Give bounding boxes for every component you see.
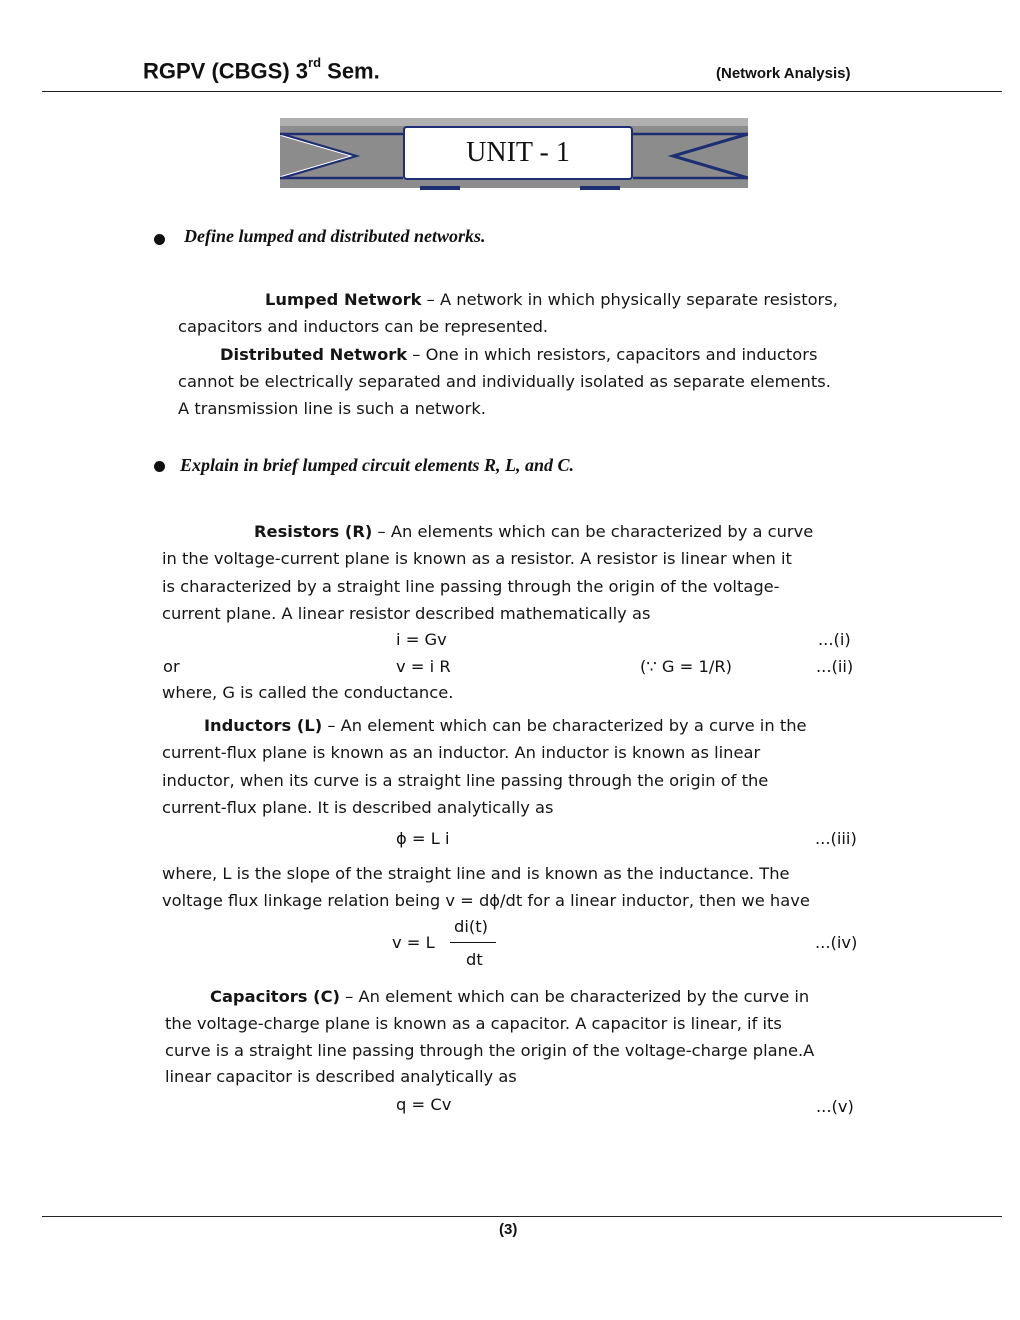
ind-line-4: current-flux plane. It is described analytically as xyxy=(162,798,554,817)
header-rule xyxy=(42,91,1002,92)
unit-banner xyxy=(280,116,748,194)
res-line-2: in the voltage-current plane is known as a resistor. A resistor is linear when it xyxy=(162,549,792,568)
page-number: (3) xyxy=(499,1221,518,1238)
eq-3-number: ...(iii) xyxy=(815,829,857,848)
ind-line-3: inductor, when its curve is a straight line passing through the origin of the xyxy=(162,771,769,790)
eq-1: i = Gv xyxy=(396,630,447,649)
eq-2-number: ...(ii) xyxy=(816,657,854,676)
cap-line-4: linear capacitor is described analytically as xyxy=(165,1067,517,1086)
res-line-4: current plane. A linear resistor described mathematically as xyxy=(162,604,651,623)
res-line-1: Resistors (R) – An elements which can be characterized by a curve xyxy=(254,522,814,541)
res-line-5: where, G is called the conductance. xyxy=(162,683,454,702)
dist-line-3: A transmission line is such a network. xyxy=(178,399,486,418)
eq-4-number: ...(iv) xyxy=(815,933,858,952)
dist-line-2: cannot be electrically separated and individually isolated as separate elements. xyxy=(178,372,831,391)
unit-title: UNIT - 1 xyxy=(403,126,633,180)
ind-line-6: voltage flux linkage relation being v = dϕ/dt for a linear inductor, then we have xyxy=(162,891,810,910)
dist-term: Distributed Network xyxy=(220,345,408,364)
eq-4-lhs: v = L xyxy=(392,933,435,952)
bullet-icon xyxy=(154,461,165,472)
ind-line-5: where, L is the slope of the straight line and is known as the inductance. The xyxy=(162,864,790,883)
cap-line-1: Capacitors (C) – An element which can be characterized by the curve in xyxy=(210,987,810,1006)
cap-term: Capacitors (C) xyxy=(210,987,340,1006)
res-line-3: is characterized by a straight line passing through the origin of the voltage- xyxy=(162,577,780,596)
eq-5: q = Cv xyxy=(396,1095,452,1114)
cap-line-3: curve is a straight line passing through the origin of the voltage-charge plane.A xyxy=(165,1041,815,1060)
eq-5-number: ...(v) xyxy=(816,1097,854,1116)
lumped-term: Lumped Network xyxy=(265,290,422,309)
ind-term: Inductors (L) xyxy=(204,716,323,735)
page-header xyxy=(0,0,1020,95)
lumped-line-2: capacitors and inductors can be represented. xyxy=(178,317,549,336)
dist-line-1: Distributed Network – One in which resistors, capacitors and inductors xyxy=(220,345,818,364)
course-title: RGPV (CBGS) 3rd Sem. xyxy=(143,55,380,84)
question-1: Define lumped and distributed networks. xyxy=(184,226,486,246)
fraction-bar xyxy=(450,942,496,943)
footer-rule xyxy=(42,1216,1002,1217)
res-term: Resistors (R) xyxy=(254,522,373,541)
eq-4-numerator: di(t) xyxy=(454,917,488,936)
subject-title: (Network Analysis) xyxy=(716,65,851,82)
ind-line-2: current-flux plane is known as an inductor. An inductor is known as linear xyxy=(162,743,761,762)
eq-1-number: ...(i) xyxy=(818,630,851,649)
ind-line-1: Inductors (L) – An element which can be characterized by a curve in the xyxy=(204,716,807,735)
bullet-icon xyxy=(154,234,165,245)
eq-3: ϕ = L i xyxy=(396,829,450,848)
cap-line-2: the voltage-charge plane is known as a capacitor. A capacitor is linear, if its xyxy=(165,1014,782,1033)
question-2: Explain in brief lumped circuit elements R, L, and C. xyxy=(180,455,575,475)
eq-2: v = i R xyxy=(396,657,451,676)
eq-4-denominator: dt xyxy=(466,950,483,969)
or-label: or xyxy=(163,657,180,676)
lumped-line-1: Lumped Network – A network in which physically separate resistors, xyxy=(265,290,838,309)
eq-2-note: (∵ G = 1/R) xyxy=(640,657,733,676)
